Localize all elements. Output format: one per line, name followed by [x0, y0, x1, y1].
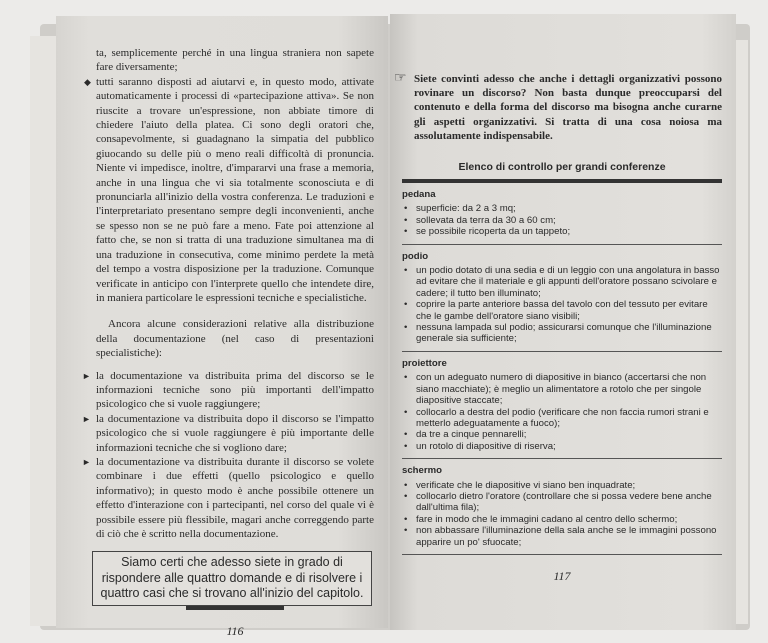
continuation-text: ta, semplicemente perché in una lingua straniera non sapete fare diversamente;	[96, 47, 374, 74]
checklist-item: • un podio dotato di una sedia e di un leggio con una angolatura in basso ad evitare che il materiale e gli appunti dell'oratore possano scivolare e cadere; il tutto ben illuminato;	[402, 265, 722, 299]
box-underline	[186, 606, 284, 610]
section-proiettore	[402, 352, 722, 459]
page-number-right: 117	[553, 568, 571, 583]
list-item	[82, 369, 374, 412]
checklist-item: • collocarlo dietro l'oratore (controllare che si possa vedere bene anche dall'ultima fila);	[402, 491, 722, 514]
section-title: pedana	[402, 189, 436, 201]
page-edges-right	[734, 40, 748, 624]
section-schermo	[402, 459, 722, 555]
distribution-list	[82, 369, 374, 542]
callout	[394, 71, 722, 143]
bullet-text: tutti saranno disposti ad aiutarvi e, in questo modo, attivate automaticamente i processi di «partecipazione attiva». Se non riuscite a trovare un'espressione, non abbiate timore di chiedere l'aiuto della platea. Ci sono degli oratori che, consapevolmente, si guadagnano la simpatia del pubblico giuocando su delle più o meno reali difficoltà di pronuncia. Niente vi impedisce, inoltre, d'impararvi una frase a memoria, anche in una lingua che vi sia totalmente sconosciuta e di pronunciarla all'inizio della vostra conferenza. Le traduzioni e l'interpretariato presentano sempre degli inconvenienti, anche se spesso non se ne può fare a meno. Fate poi attenzione al fatto che, se non si tratta di una traduzione simultanea ma di una traduzione in consecutiva, come minimo perdete la metà del tempo a vostra disposizione per la traduzione. Comunque verificate in anticipo con l'interprete quello che intendete dire, in maniera particolare le espressioni tecniche e specialistiche.	[96, 75, 374, 304]
section-pedana	[402, 183, 722, 245]
pointing-hand-icon: ☞	[394, 71, 407, 86]
section-title: podio	[402, 250, 429, 262]
section-title: schermo	[402, 465, 442, 477]
checklist-item: • nessuna lampada sul podio; assicurarsi comunque che l'illuminazione generale sia sufficiente;	[402, 322, 722, 345]
right-page	[390, 14, 736, 630]
checklist-item: • superficie: da 2 a 3 mq;	[402, 203, 722, 214]
left-page-body	[82, 46, 374, 541]
triangle-bullet-icon: ►	[82, 413, 91, 424]
checklist-item: • un rotolo di diapositive di riserva;	[402, 441, 722, 452]
list-item	[82, 412, 374, 455]
left-page	[56, 16, 388, 638]
page-number-left: 116	[226, 623, 244, 638]
page-edges-left	[30, 36, 58, 626]
list-item-text: la documentazione va distribuita prima del discorso se le informazioni tecniche sono più importanti dell'impatto psicologico che si vuole raggiungere;	[96, 369, 374, 411]
section-podio	[402, 245, 722, 352]
checklist-item: • se possibile ricoperta da un tappeto;	[402, 226, 722, 237]
diamond-bullet-icon: ◆	[84, 76, 91, 87]
list-item	[82, 455, 374, 541]
triangle-bullet-icon: ►	[82, 370, 91, 381]
checklist-title: Elenco di controllo per grandi conferenze	[458, 161, 666, 174]
checklist-item: • non abbassare l'illuminazione della sala anche se le immagini possono apparire un po' sfuocate;	[402, 525, 722, 548]
triangle-bullet-icon: ►	[82, 456, 91, 467]
checklist-item: • con un adeguato numero di diapositive in bianco (accertarsi che non siano macchiate); è meglio un alimentatore a rotolo che per singole diapositive staccate;	[402, 372, 722, 406]
checklist-item: • verificate che le diapositive vi siano ben inquadrate;	[402, 480, 722, 491]
checklist-item: • da tre a cinque pennarelli;	[402, 429, 722, 440]
section-title: proiettore	[402, 357, 447, 369]
checklist-item: • collocarlo a destra del podio (verificare che non faccia rumori strani e metterlo adeguatamente a fuoco);	[402, 407, 722, 430]
list-item-text: la documentazione va distribuita dopo il discorso se l'impatto psicologico che si vuole raggiungere è più importante delle informazioni tecniche che si vogliono dare;	[96, 412, 374, 454]
bullet-paragraph	[84, 75, 374, 306]
intro-paragraph: Ancora alcune considerazioni relative alla distribuzione della documentazione (nel caso di presentazioni specialistiche):	[96, 318, 374, 360]
checklist-item: • fare in modo che le immagini cadano al centro dello schermo;	[402, 514, 722, 525]
checklist-item: • coprire la parte anteriore bassa del tavolo con del tessuto per evitare che le gambe dell'oratore siano visibili;	[402, 299, 722, 322]
summary-box: Siamo certi che adesso siete in grado di rispondere alle quattro domande e di risolvere i quattro casi che si trovano all'inizio del capitolo.	[92, 551, 372, 606]
list-item-text: la documentazione va distribuita durante il discorso se volete combinare i due effetti (quello psicologico e quello informativo); in questo modo è anche possibile ottenere un effetto d'interazione con i partecipanti, nel corso del quale vi è possibile essere più flessibile, magari anche correggendo parte di ciò che è scritto nella documentazione.	[96, 455, 374, 540]
checklist-item: • sollevata da terra da 30 a 60 cm;	[402, 215, 722, 226]
callout-text: Siete convinti adesso che anche i dettagli organizzativi possono rovinare un discorso? Non basta dunque preoccuparsi del contenuto e della forma del discorso ma bisogna anche curarne gli aspetti organizzativi. Si tratta di una cosa noiosa ma assolutamente indispensabile.	[414, 73, 722, 142]
